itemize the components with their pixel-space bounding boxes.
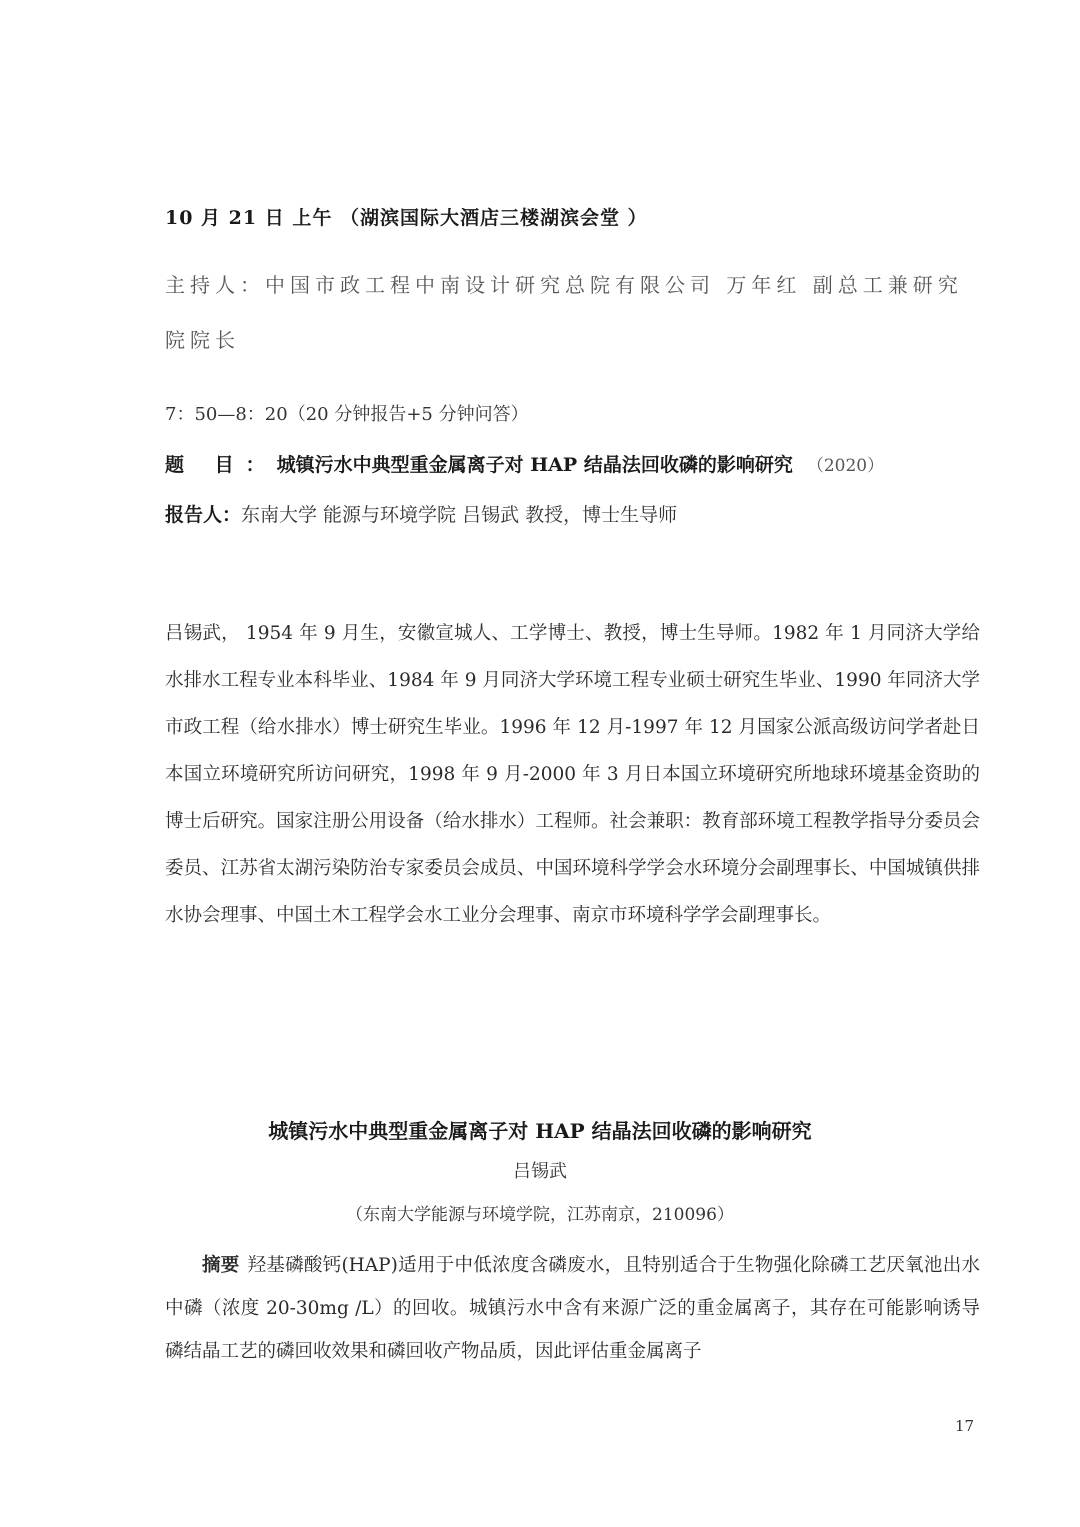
paper-affiliation: （东南大学能源与环境学院，江苏南京，210096） xyxy=(346,1205,734,1225)
paper-author: 吕锡武 xyxy=(513,1161,567,1182)
paper-abstract xyxy=(165,1244,980,1373)
paper-title: 城镇污水中典型重金属离子对 HAP 结晶法回收磷的影响研究 xyxy=(268,1119,812,1143)
speaker-bio: 吕锡武， 1954 年 9 月生，安徽宣城人、工学博士、教授，博士生导师。1982 年 1 月同济大学给水排水工程专业本科毕业、1984 年 9 月同济大学环境工程专业硕士研究生毕业、1990 年同济大学市政工程（给水排水）博士研究生毕业。1996 年 12 月-1997 年 12 月国家公派高级访问学者赴日本国立环境研究所访问研究，1998 年 9 月-2000 年 3 月日本国立环境研究所地球环境基金资助的博士后研究。国家注册公用设备（给水排水）工程师。社会兼职：教育部环境工程教学指导分委员会委员、江苏省太湖污染防治专家委员会成员、中国环境科学学会水环境分会副理事长、中国城镇供排水协会理事、中国土木工程学会水工业分会理事、南京市环境科学学会副理事长。 xyxy=(165,623,980,926)
page-number: 17 xyxy=(955,1417,975,1435)
talk-title: 城镇污水中典型重金属离子对 HAP 结晶法回收磷的影响研究 xyxy=(276,454,793,476)
talk-title-label: 题 目： xyxy=(165,454,277,476)
reporter-label: 报告人： xyxy=(165,504,242,526)
talk-time: 7：50—8：20（20 分钟报告+5 分钟问答） xyxy=(165,404,529,425)
talk-year: （2020） xyxy=(806,456,885,476)
talk-title-line xyxy=(165,450,884,477)
reporter-value: 东南大学 能源与环境学院 吕锡武 教授，博士生导师 xyxy=(241,504,678,526)
abstract-label: 摘要 xyxy=(202,1255,240,1276)
abstract-text: 羟基磷酸钙(HAP)适用于中低浓度含磷废水，且特别适合于生物强化除磷工艺厌氧池出水中磷（浓度 20-30mg /L）的回收。城镇污水中含有来源广泛的重金属离子，其存在可能影响诱导磷结晶工艺的磷回收效果和磷回收产物品质，因此评估重金属离子 xyxy=(165,1255,980,1362)
reporter-line xyxy=(165,500,677,527)
host-line: 主持人：中国市政工程中南设计研究总院有限公司 万年红 副总工兼研究院院长 xyxy=(165,273,963,352)
session-heading: 10 月 21 日 上午 （湖滨国际大酒店三楼湖滨会堂 ） xyxy=(165,207,648,229)
